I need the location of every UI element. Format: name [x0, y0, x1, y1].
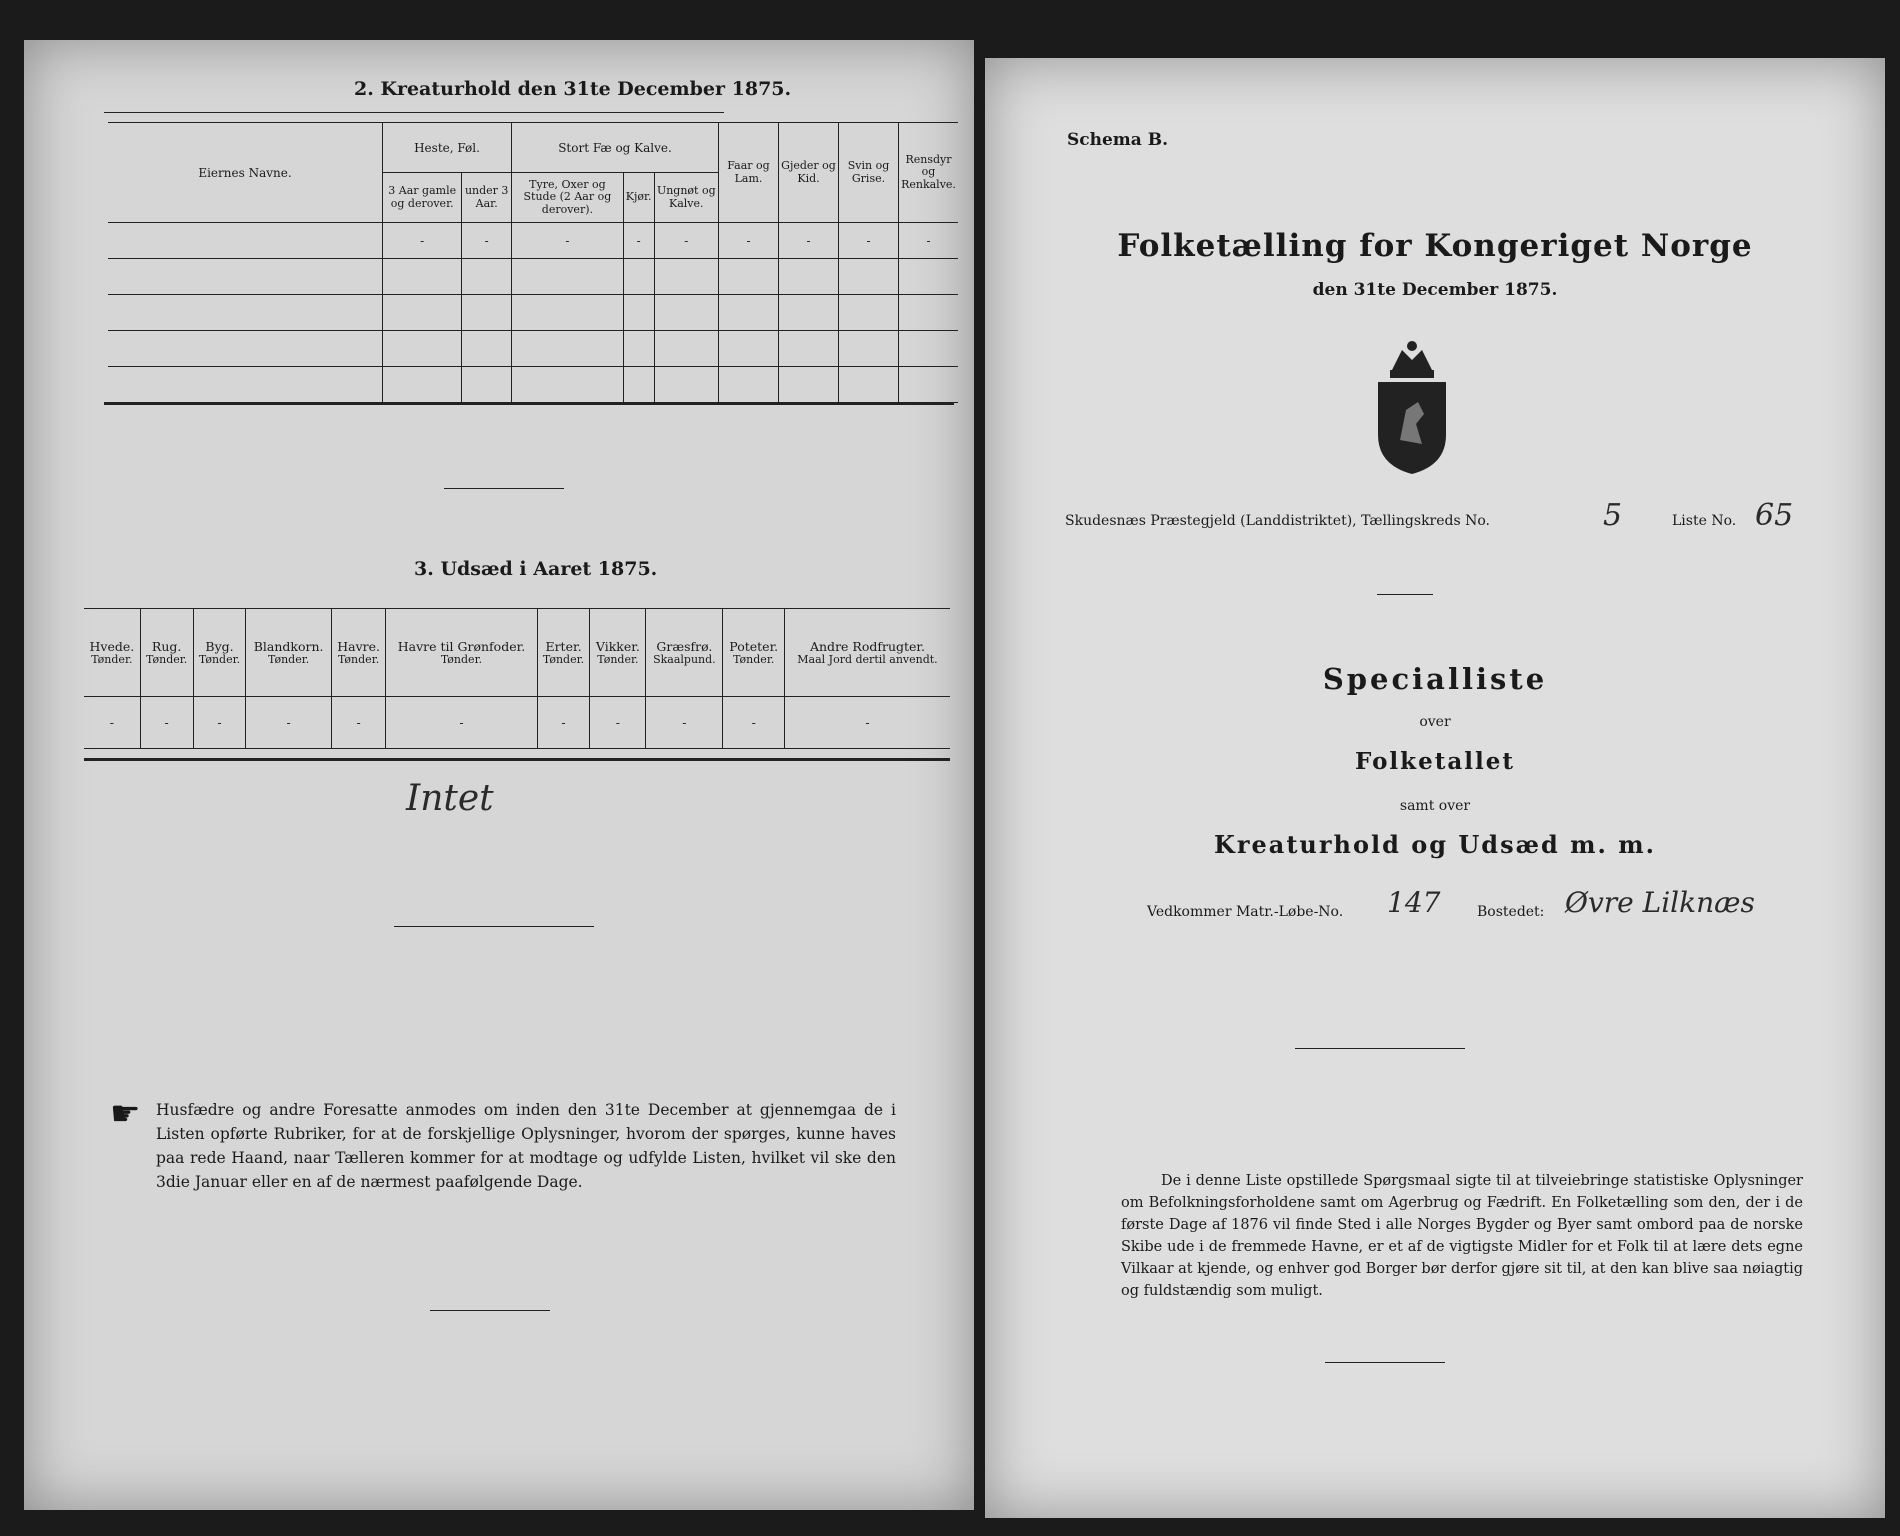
bosted-value: Øvre Lilknæs	[1565, 886, 1755, 919]
seed-col-rug: Rug. Tønder.	[140, 609, 193, 697]
kreaturhold-heading: Kreaturhold og Udsæd m. m.	[1214, 830, 1656, 859]
seed-col-poteter: Poteter. Tønder.	[723, 609, 785, 697]
separator	[1377, 594, 1433, 595]
seed-col-hvede: Hvede. Tønder.	[84, 609, 140, 697]
rule	[104, 112, 724, 113]
heste-sub1: 3 Aar gamle og derover.	[383, 173, 462, 223]
schema-label: Schema B.	[1067, 130, 1169, 150]
bosted-label: Bostedet:	[1477, 904, 1545, 920]
stort-sub3: Ungnøt og Kalve.	[654, 173, 718, 223]
specialliste-heading: Specialliste	[1322, 662, 1548, 696]
owner-column-header: Eiernes Navne.	[108, 123, 383, 223]
seed-col-rodfrugter: Andre Rodfrugter. Maal Jord dertil anvendt.	[784, 609, 950, 697]
over-label: over	[1419, 714, 1451, 730]
folketallet-heading: Folketallet	[1355, 748, 1515, 775]
seed-col-graesfro: Græsfrø. Skaalpund.	[646, 609, 723, 697]
pointing-hand-icon: ☛	[110, 1094, 141, 1134]
section3-title: 3. Udsæd i Aaret 1875.	[414, 558, 658, 580]
rule	[104, 402, 954, 405]
seed-col-byg: Byg. Tønder.	[193, 609, 246, 697]
stort-sub2: Kjør.	[623, 173, 654, 223]
matr-label: Vedkommer Matr.-Løbe-No.	[1147, 904, 1344, 920]
coat-of-arms-icon	[1372, 340, 1452, 476]
separator	[1295, 1048, 1465, 1049]
separator	[444, 488, 564, 489]
gjeder-header: Gjeder og Kid.	[779, 123, 839, 223]
samt-over-label: samt over	[1399, 798, 1471, 814]
seed-col-blandkorn: Blandkorn. Tønder.	[246, 609, 331, 697]
census-title: Folketælling for Kongeriget Norge	[1117, 228, 1753, 264]
seed-col-gronfoder: Havre til Grønfoder. Tønder.	[386, 609, 537, 697]
seed-col-havre: Havre. Tønder.	[331, 609, 386, 697]
stort-sub1: Tyre, Oxer og Stude (2 Aar og derover).	[512, 173, 624, 223]
rensdyr-header: Rensdyr og Renkalve.	[899, 123, 959, 223]
livestock-table: Eiernes Navne. Heste, Føl. Stort Fæ og Kalve. Faar og Lam. Gjeder og Kid. Svin og Grise. Rensdyr og Renkalve. 3 Aar gamle og derover. under 3 Aar. Tyre, Oxer og Stude (2 Aar og derover). Kjør. Ungnøt og Kalve. ‑ ‑ ‑ ‑ ‑ ‑ ‑ ‑ ‑	[108, 122, 958, 403]
seed-col-vikker: Vikker. Tønder.	[590, 609, 646, 697]
heste-header: Heste, Føl.	[383, 123, 512, 173]
left-page	[24, 40, 974, 1510]
kreds-number: 5	[1603, 498, 1623, 533]
section2-title: 2. Kreaturhold den 31te December 1875.	[354, 78, 792, 100]
info-paragraph: De i denne Liste opstillede Spørgsmaal sigte til at tilveiebringe statistiske Oplysninger om Befolkningsforholdene samt om Agerbrug og Fædrift. En Folketælling som den, der i de første Dage af 1876 vil finde Sted i alle Norges Bygder og Byer samt ombord paa de norske Skibe ude i de fremmede Havne, er et af de vigtigste Midler for et Folk til at lære dets egne Vilkaar at kjende, og enhver god Borger bør derfor gjøre sit til, at den kan blive saa nøiagtig og fuldstændig som muligt.	[1121, 1173, 1803, 1299]
liste-number: 65	[1755, 498, 1794, 533]
separator	[394, 926, 594, 927]
handwritten-note: Intet	[406, 778, 494, 819]
district-label: Skudesnæs Præstegjeld (Landdistriktet), Tællingskreds No.	[1065, 513, 1491, 529]
seed-col-erter: Erter. Tønder.	[537, 609, 590, 697]
stort-fae-header: Stort Fæ og Kalve.	[512, 123, 719, 173]
seed-table: Hvede. Tønder. Rug. Tønder. Byg. Tønder. Blandkorn. Tønder. Havre. Tønder. Havre til Grønfoder. Tønder. Erter. Tønder. Vikker. Tønder. Græsfrø. Skaalpund. Poteter. Tønder. Andre Rodfrugter. Maal Jord dertil anvendt. ‑ ‑ ‑ ‑ ‑ ‑ ‑ ‑ ‑ ‑ ‑	[84, 608, 950, 749]
separator	[430, 1310, 550, 1311]
separator	[1325, 1362, 1445, 1363]
faar-header: Faar og Lam.	[719, 123, 779, 223]
svin-header: Svin og Grise.	[839, 123, 899, 223]
liste-label: Liste No.	[1672, 513, 1737, 529]
matr-number: 147	[1387, 886, 1441, 919]
rule	[84, 758, 950, 761]
heste-sub2: under 3 Aar.	[462, 173, 512, 223]
notice-text: Husfædre og andre Foresatte anmodes om inden den 31te December at gjennemgaa de i Listen opførte Rubriker, for at de forskjellige Oplysninger, hvorom der spørges, kunne haves paa rede Haand, naar Tælleren kommer for at modtage og udfylde Listen, hvilket vil ske den 3die Januar eller en af de nærmest paafølgende Dage.	[156, 1101, 896, 1191]
census-date: den 31te December 1875.	[1312, 280, 1558, 300]
right-page	[985, 58, 1885, 1518]
